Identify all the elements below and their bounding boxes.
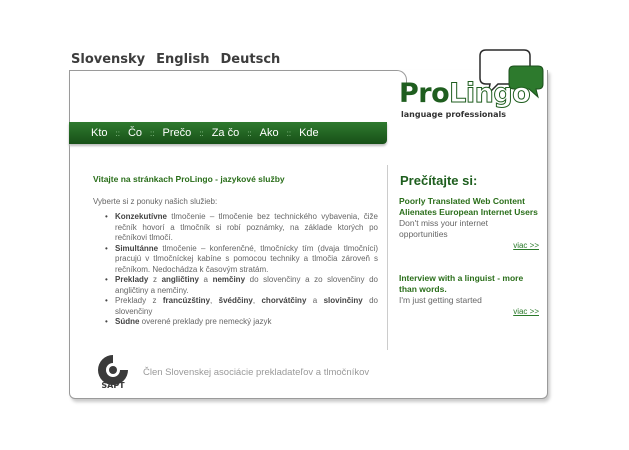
services-intro: Vyberte si z ponuky našich služieb: [93, 197, 218, 206]
nav-separator: :: [115, 128, 120, 138]
lang-english-link[interactable]: English [156, 52, 210, 67]
service-item [105, 244, 378, 276]
news-item [399, 196, 539, 250]
nav-co[interactable]: Čo [127, 127, 143, 139]
read-more-link[interactable]: viac >> [513, 241, 539, 250]
nav-ako[interactable]: Ako [259, 127, 279, 139]
frame-top-border [69, 70, 387, 71]
language-name: švédčiny [218, 296, 253, 305]
service-text: do slovenčiny a zo slovenčiny do angličtiny a nemčiny. [115, 275, 379, 295]
news-title-link[interactable]: Poorly Translated Web Content Alienates European Internet Users [399, 196, 538, 217]
welcome-heading: Vitajte na stránkach ProLingo - jazykové služby [93, 174, 285, 184]
service-item [105, 317, 378, 328]
main-nav [69, 122, 387, 144]
service-item [105, 275, 378, 296]
news-summary: I'm just getting started [399, 295, 482, 305]
sapt-logo[interactable] [94, 352, 132, 390]
language-name: angličtiny [161, 275, 199, 284]
news-title-link[interactable]: Interview with a linguist - more than words. [399, 273, 524, 294]
service-description: overené preklady pre nemecký jazyk [139, 317, 272, 326]
logo-tagline: language professionals [401, 110, 507, 119]
nav-separator: :: [150, 128, 155, 138]
nav-separator: :: [286, 128, 292, 138]
service-description: tlmočenie – tlmočenie bez technického vybavenia, čiže rečník hovorí a tlmočník si robí poznámky, na základe ktorých po rečníkovi tlmočí. [115, 212, 378, 242]
nav-za-co[interactable]: Za čo [211, 127, 240, 139]
service-text: do slovenčiny [115, 296, 378, 316]
service-text: a [198, 275, 213, 284]
logo-pro-text: Pro [399, 78, 450, 109]
column-divider [387, 165, 388, 350]
service-name: Preklady [115, 275, 149, 284]
logo-lingo-text: Lingo [449, 78, 531, 109]
nav-preco[interactable]: Prečo [162, 127, 192, 139]
prolingo-logo[interactable] [399, 80, 530, 119]
language-name: slovinčiny [323, 296, 363, 305]
language-name: francúzštiny [162, 296, 211, 305]
membership-text: Člen Slovenskej asociácie prekladateľov a tlmočníkov [143, 367, 370, 378]
nav-kto[interactable]: Kto [91, 127, 108, 139]
news-summary: Don't miss your internet opportunities [399, 218, 489, 239]
service-text: , [210, 296, 219, 305]
service-name: Súdne [115, 317, 140, 326]
lang-deutsch-link[interactable]: Deutsch [220, 52, 281, 67]
service-item [105, 212, 378, 244]
lang-slovensky-link[interactable]: Slovensky [71, 52, 146, 67]
service-text: , [252, 296, 262, 305]
service-name: Simultánne [115, 243, 159, 253]
service-item [105, 296, 378, 317]
service-text: z [148, 275, 162, 284]
sidebar-title: Prečítajte si: [400, 173, 478, 188]
service-name: Konzekutívne [115, 212, 168, 221]
nav-separator: :: [247, 128, 252, 138]
service-description: tlmočenie – konferenčné, tlmočnícky tím (dvaja tlmočníci) pracujú v tlmočníckej kabíne s pomocou techniky a tlmočia zároveň s rečníkom. Nedochádza k časovým stratám. [115, 243, 378, 274]
nav-separator: :: [199, 128, 204, 138]
news-item [399, 273, 539, 316]
service-text: a [306, 296, 324, 305]
service-text: Preklady z [115, 296, 163, 305]
language-name: nemčiny [212, 275, 246, 284]
sapt-label: SAPT [101, 381, 125, 390]
language-switcher [71, 52, 280, 67]
language-name: chorvátčiny [261, 296, 307, 305]
services-list [105, 212, 378, 328]
read-more-link[interactable]: viac >> [513, 307, 539, 316]
nav-kde[interactable]: Kde [299, 127, 319, 139]
